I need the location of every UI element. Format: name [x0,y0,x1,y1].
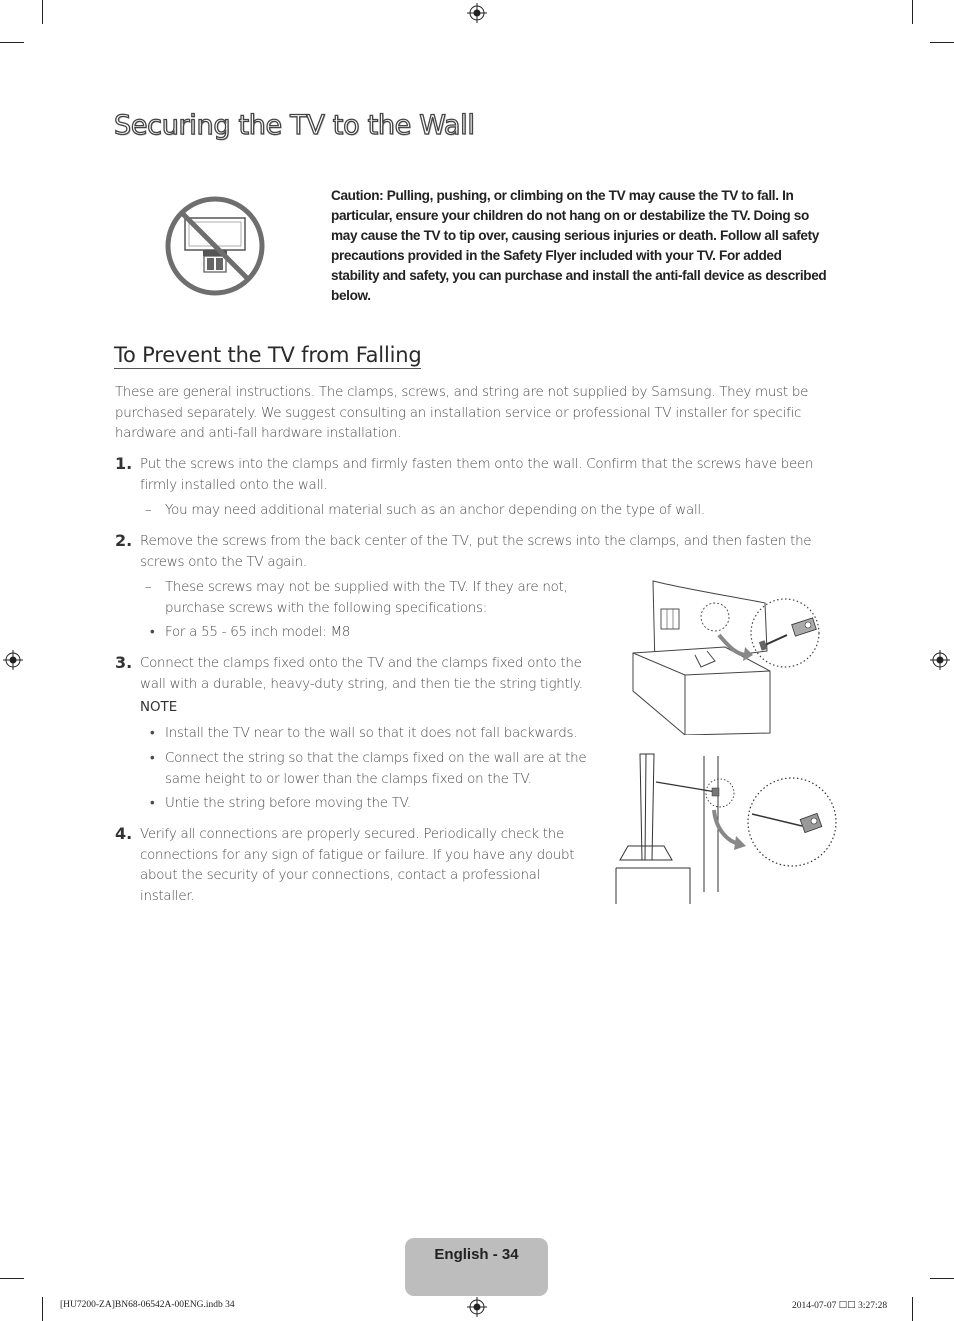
tv-wall-string-illustration [612,750,842,906]
tv-back-clamp-illustration [625,575,830,735]
bullet-marker: • [150,796,155,811]
dash-marker: – [145,580,152,595]
list-item [150,724,600,746]
step-number: 2. [115,531,133,550]
list-item [150,749,600,793]
bullet-marker: • [150,751,155,766]
step-number: 4. [115,824,133,843]
registration-mark-icon [930,650,950,670]
dash-marker: – [145,503,152,518]
page-number-label: English - 34 [434,1246,519,1263]
step-number: 1. [115,454,133,473]
crop-mark [912,0,913,24]
list-item-text: These screws may not be supplied with the TV. If they are not, purchase screws with the following specifications: [165,580,568,616]
registration-mark-icon [3,650,23,670]
crop-mark [42,0,43,24]
list-item-text: For a 55 - 65 inch model: M8 [165,625,351,640]
step-text: Remove the screws from the back center of the TV, put the screws into the clamps, and then fasten the screws onto the TV again. [140,534,812,570]
crop-mark [930,1278,954,1279]
step-text: Put the screws into the clamps and firmly fasten them onto the wall. Confirm that the screws have been firmly installed onto the wall. [140,457,814,493]
step-text: Verify all connections are properly secured. Periodically check the connections for any sign of fatigue or failure. If you have any doubt about the security of your connections, contact a professional installer. [140,827,575,904]
bullet-marker: • [150,726,155,741]
list-item-text: Install the TV near to the wall so that it does not fall backwards. [165,726,578,741]
crop-mark [0,1278,24,1279]
bullet-marker: • [150,625,155,640]
date-slug: 2014-07-07 ☐☐ 3:27:28 [792,1301,888,1311]
list-item-text: Untie the string before moving the TV. [165,796,411,811]
list-item-text: You may need additional material such as an anchor depending on the type of wall. [165,503,705,518]
intro-paragraph: These are general instructions. The clamps, screws, and string are not supplied by Samsung. They must be purchased separately. We suggest consulting an installation service or professional TV installer for specific hardware and anti-fall hardware installation. [115,385,809,441]
note-label: NOTE [140,700,178,715]
step-text: Connect the clamps fixed onto the TV and the clamps fixed onto the wall with a durable, heavy-duty string, and then tie the string tightly. [140,656,583,692]
no-climbing-prohibition-icon [163,194,267,298]
registration-mark-icon [467,1297,487,1317]
page-title: Securing the TV to the Wall [114,110,475,141]
file-slug: [HU7200-ZA]BN68-06542A-00ENG.indb 34 [60,1300,235,1310]
section-title: To Prevent the TV from Falling [114,343,422,367]
list-item [145,501,835,523]
list-item [145,578,595,620]
crop-mark [0,42,24,43]
list-item [150,623,590,645]
crop-mark [42,1297,43,1321]
step-number: 3. [115,653,133,672]
crop-mark [930,42,954,43]
list-item [150,794,600,816]
crop-mark [912,1297,913,1321]
list-item-text: Connect the string so that the clamps fixed on the wall are at the same height to or lower than the clamps fixed on the TV. [165,751,587,787]
registration-mark-icon [467,3,487,23]
caution-text: Caution: Pulling, pushing, or climbing on the TV may cause the TV to fall. In particular, ensure your children do not hang on or destabilize the TV. Doing so may cause the TV to tip over, causing serious injuries or death. Follow all safety precautions provided in the Safety Flyer included with your TV. For added stability and safety, you can purchase and install the anti-fall device as described below. [331,188,827,303]
